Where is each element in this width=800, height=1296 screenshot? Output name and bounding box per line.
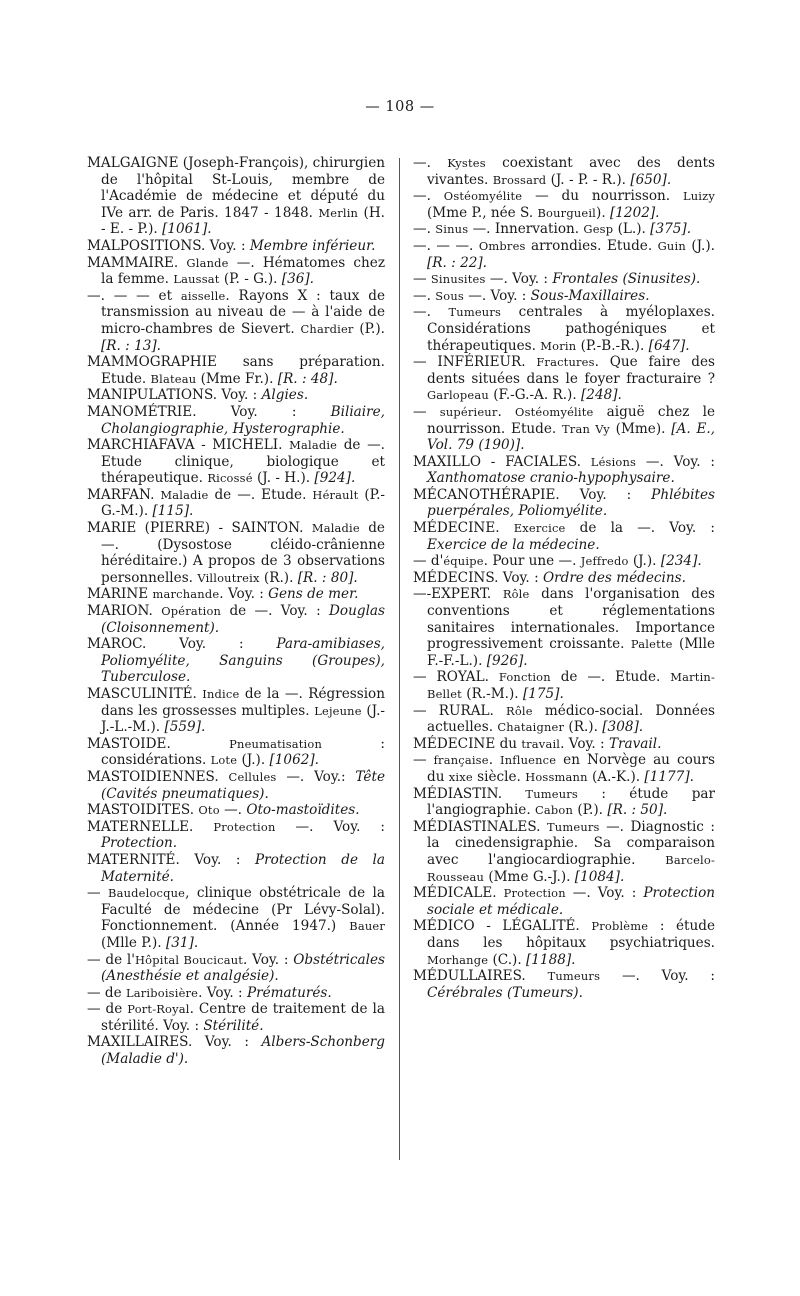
- entry-text: . Rayons X : taux de transmission au niveau de — à l'aide de micro-chambres de Sievert.: [101, 287, 385, 337]
- italic-reference: Obstétricales (Anesthésie et analgésie).: [101, 951, 385, 985]
- italic-reference: Douglas (Cloisonnement).: [101, 603, 385, 636]
- index-entry: [87, 155, 385, 238]
- index-entry: [87, 819, 385, 852]
- index-entry: [413, 736, 715, 753]
- entry-text: —: [87, 885, 109, 902]
- entry-text: —. — — et: [87, 287, 181, 304]
- italic-reference: [308].: [602, 719, 644, 736]
- entry-text: — ROYAL.: [413, 669, 499, 686]
- entry-text: MARCHIAFAVA - MICHELI.: [87, 437, 290, 454]
- small-caps-text: Fonction: [498, 670, 551, 685]
- small-caps-text: Guin: [657, 238, 686, 253]
- entry-text: . Pour une —.: [483, 553, 581, 570]
- entry-text: —. — —.: [413, 237, 479, 254]
- small-caps-text: Rôle: [506, 703, 533, 718]
- small-caps-text: Kystes: [447, 156, 486, 170]
- index-entry: [413, 288, 715, 305]
- index-entry: [413, 786, 715, 819]
- small-caps-text: Brossard: [492, 172, 547, 187]
- entry-text: MARINE: [87, 586, 153, 603]
- index-entry: [413, 752, 715, 785]
- entry-text: —. Innervation.: [468, 221, 584, 238]
- italic-reference: Exercice de la médecine.: [427, 536, 600, 553]
- entry-text: (J.).: [628, 553, 661, 570]
- entry-text: — du nourrisson.: [522, 188, 683, 205]
- index-entry: [87, 520, 385, 586]
- index-entry: [413, 354, 715, 404]
- index-entry: [413, 304, 715, 354]
- small-caps-text: Fractures: [536, 355, 595, 370]
- entry-text: (R.-M.).: [461, 686, 523, 702]
- entry-text: (J. - H.).: [252, 470, 315, 487]
- small-caps-text: Bauer: [349, 919, 385, 934]
- italic-reference: Ordre des médecins.: [542, 569, 686, 586]
- entry-text: (J.).: [237, 752, 270, 769]
- small-caps-text: Problème: [591, 919, 649, 934]
- italic-reference: Albers-Schonberg (Maladie d').: [101, 1034, 385, 1068]
- small-caps-text: Protection: [503, 886, 566, 901]
- entry-text: —.: [413, 188, 444, 205]
- entry-text: MAROC. Voy. :: [87, 636, 277, 653]
- small-caps-text: Hossmann: [525, 769, 588, 784]
- italic-reference: [115].: [152, 503, 194, 520]
- index-entry: [413, 553, 715, 570]
- small-caps-text: française: [433, 753, 489, 768]
- small-caps-text: Hérault: [312, 487, 359, 502]
- entry-text: en Norvège au cours du: [427, 752, 715, 785]
- entry-text: MÉDECINE du: [413, 735, 522, 752]
- small-caps-text: Cabon: [534, 803, 574, 818]
- index-entry: [87, 852, 385, 885]
- entry-text: (Mme P., née S.: [427, 204, 538, 221]
- entry-text: (R.).: [564, 719, 603, 736]
- index-entry: [87, 387, 385, 404]
- index-entry: [87, 487, 385, 520]
- entry-text: (J. - P. - R.).: [546, 171, 631, 188]
- entry-text: de —. Etude clinique, biologique et thérapeutique.: [101, 437, 385, 487]
- entry-text: —. Hématomes chez la femme.: [101, 254, 386, 288]
- index-entry: [87, 736, 385, 769]
- index-entry: [413, 404, 715, 454]
- entry-text: —. Diagnostic : la cinedensigraphie. Sa comparaison avec l'angiocardiographie.: [427, 818, 715, 868]
- entry-text: (F.-G.-A. R.).: [488, 387, 581, 404]
- small-caps-text: Merlin: [318, 205, 359, 220]
- italic-reference: Biliaire, Cholangiographie, Hysterographie.: [101, 403, 385, 437]
- small-caps-text: Palette: [630, 637, 673, 652]
- small-caps-text: supérieur: [439, 404, 498, 419]
- italic-reference: Tête (Cavités pneumatiques).: [101, 768, 385, 802]
- entry-text: —: [413, 752, 434, 769]
- italic-reference: [175].: [522, 686, 564, 702]
- small-caps-text: Exercice: [513, 521, 566, 536]
- italic-reference: [1188].: [525, 951, 576, 968]
- small-caps-text: Luizy: [682, 189, 715, 204]
- entry-text: —.: [413, 304, 449, 321]
- small-caps-text: Maladie: [289, 438, 338, 453]
- entry-text: —. Voy. :: [485, 271, 553, 288]
- italic-reference: Cérébrales (Tumeurs).: [427, 984, 583, 1001]
- italic-reference: Sous-Maxillaires.: [530, 287, 650, 304]
- entry-text: de —. Voy. :: [221, 603, 330, 620]
- italic-reference: [234].: [660, 553, 702, 570]
- index-entry: [87, 238, 385, 255]
- entry-text: (P.).: [353, 320, 385, 337]
- small-caps-text: Indice: [202, 687, 240, 701]
- page-number: — 108 —: [365, 99, 435, 115]
- index-entry: [87, 802, 385, 819]
- small-caps-text: Bourgueil: [537, 205, 597, 220]
- small-caps-text: Morhange: [427, 952, 489, 967]
- italic-reference: [R. : 13].: [101, 337, 162, 354]
- entry-text: —. Voy. :: [463, 287, 531, 304]
- index-entry: [413, 221, 715, 238]
- entry-text: de —. Etude.: [550, 669, 671, 686]
- small-caps-text: Port-Royal: [127, 1002, 190, 1017]
- index-entry: [87, 354, 385, 387]
- small-caps-text: Baudelocque: [108, 886, 186, 901]
- entry-text: —. Voy.:: [276, 768, 356, 785]
- entry-text: MASTOIDIENNES.: [87, 768, 229, 785]
- entry-text: ).: [596, 204, 610, 221]
- index-entry: [413, 885, 715, 918]
- italic-reference: [926].: [486, 652, 528, 669]
- index-entry: [413, 188, 715, 221]
- small-caps-text: Influence: [500, 753, 557, 768]
- entry-text: MALPOSITIONS. Voy. :: [87, 237, 250, 254]
- italic-reference: [559].: [164, 719, 206, 736]
- italic-reference: [1084].: [574, 868, 625, 885]
- entry-text: (P. - G.).: [219, 271, 282, 288]
- entry-text: arrondies. Etude.: [525, 237, 658, 254]
- entry-text: médico-social. Données actuelles.: [427, 702, 715, 736]
- entry-text: (P.).: [573, 802, 608, 819]
- entry-text: MÉDICALE.: [413, 885, 504, 902]
- italic-reference: [R. : 48].: [277, 370, 338, 387]
- entry-text: MALGAIGNE (Joseph-François), chirurgien de l'hôpital St-Louis, membre de l'Académie de médecine et député du IVe arr. de Paris. 1847 - 1848.: [87, 155, 385, 221]
- small-caps-text: Gesp: [583, 222, 614, 237]
- entry-text: MANIPULATIONS. Voy. :: [87, 387, 262, 404]
- index-entry: [87, 288, 385, 354]
- entry-text: .: [497, 403, 516, 420]
- small-caps-text: équipe: [443, 554, 484, 569]
- small-caps-text: Lote: [210, 753, 238, 768]
- entry-text: MATERNELLE.: [87, 818, 214, 835]
- small-caps-text: Lésions: [590, 454, 637, 469]
- entry-text: (H. - E. - P.).: [101, 204, 385, 238]
- small-caps-text: Ostéomyélite: [515, 404, 594, 419]
- index-entry: [87, 1001, 385, 1034]
- italic-reference: [1177].: [644, 768, 694, 785]
- italic-reference: Protection de la Maternité.: [101, 851, 385, 885]
- italic-reference: [1202].: [609, 204, 660, 221]
- entry-text: MÉDULLAIRES.: [413, 968, 548, 985]
- italic-reference: Membre inférieur.: [249, 237, 376, 254]
- entry-text: (P.-G.-M.).: [101, 486, 385, 520]
- index-entry: [87, 769, 385, 802]
- small-caps-text: Glande: [186, 255, 229, 270]
- index-entry: [413, 570, 715, 587]
- entry-text: MAMMAIRE.: [87, 254, 187, 271]
- small-caps-text: Martin-Bellet: [427, 670, 716, 701]
- entry-text: MÉDICO - LÉGALITÉ.: [413, 918, 592, 935]
- index-entry: [413, 520, 715, 553]
- italic-reference: [31].: [165, 934, 199, 951]
- entry-text: .: [488, 752, 501, 769]
- small-caps-text: Opération: [161, 604, 222, 619]
- entry-text: (Mme G.-J.).: [484, 868, 575, 885]
- italic-reference: [1061].: [162, 221, 212, 238]
- small-caps-text: Jeffredo: [580, 554, 629, 569]
- small-caps-text: Tumeurs: [525, 786, 578, 801]
- small-caps-text: Maladie: [311, 521, 360, 536]
- italic-reference: Para-amibiases, Poliomyélite, Sanguins (Groupes), Tuberculose.: [101, 636, 385, 686]
- entry-text: MARION.: [87, 603, 162, 620]
- entry-text: —: [413, 271, 431, 288]
- small-caps-text: Sous: [435, 288, 464, 303]
- small-caps-text: Protection: [213, 819, 276, 834]
- italic-reference: [924].: [314, 470, 356, 487]
- entry-text: MÉDECINS. Voy. :: [413, 569, 543, 586]
- small-caps-text: Laussat: [173, 272, 220, 287]
- entry-text: —. Voy. :: [275, 818, 386, 835]
- italic-reference: [R. : 22].: [427, 254, 488, 271]
- index-entry: [413, 487, 715, 520]
- entry-text: . Voy. :: [219, 586, 269, 603]
- entry-text: —.: [413, 221, 436, 238]
- index-entry: [87, 586, 385, 603]
- entry-text: . Voy. :: [198, 984, 247, 1001]
- index-entry: [87, 255, 385, 288]
- small-caps-text: Blateau: [150, 371, 197, 386]
- entry-text: : considérations.: [101, 735, 385, 769]
- small-caps-text: Lariboisière: [125, 985, 199, 1000]
- entry-text: (Mme).: [609, 420, 672, 437]
- entry-text: —. Voy. :: [600, 968, 715, 985]
- entry-text: de la —. Régression dans les grossesses multiples.: [101, 686, 385, 719]
- italic-reference: Phlébites puerpérales, Poliomyélite.: [427, 486, 715, 520]
- entry-text: —. Voy. :: [565, 885, 644, 902]
- entry-text: (J.).: [685, 237, 716, 254]
- entry-text: centrales à myéloplaxes. Considérations pathogéniques et thérapeutiques.: [427, 304, 715, 354]
- small-caps-text: Tumeurs: [448, 305, 502, 320]
- italic-reference: Protection sociale et médicale.: [427, 885, 716, 918]
- entry-text: (Mlle P.).: [101, 934, 166, 951]
- entry-text: (Mme Fr.).: [196, 370, 278, 387]
- entry-text: — de: [87, 984, 126, 1001]
- italic-reference: [A. E., Vol. 79 (190)].: [427, 420, 716, 454]
- small-caps-text: Hôpital Boucicaut: [135, 952, 244, 967]
- entry-text: (Mlle F.-F.-L.).: [427, 636, 715, 669]
- index-entry: [413, 586, 715, 669]
- index-entry: [413, 238, 715, 271]
- entry-text: de —. Etude.: [208, 486, 313, 503]
- small-caps-text: Oto: [198, 803, 220, 818]
- index-entry: [87, 686, 385, 736]
- entry-text: MÉDIASTIN.: [413, 785, 526, 802]
- small-caps-text: Sinus: [435, 222, 469, 237]
- entry-text: dans l'organisation des conventions et réglementations sanitaires internationales. Importance progressivement croissante.: [427, 586, 715, 653]
- italic-reference: Travail.: [608, 735, 662, 752]
- italic-reference: [375].: [650, 221, 692, 238]
- entry-text: — de: [87, 1001, 128, 1018]
- entry-text: : étude dans les hôpitaux psychiatriques.: [427, 918, 715, 951]
- column-divider: [399, 158, 400, 1160]
- index-entry: [87, 985, 385, 1002]
- small-caps-text: xixe: [448, 769, 473, 784]
- entry-text: MÉDIASTINALES.: [413, 818, 547, 835]
- index-column-left: [87, 155, 385, 1068]
- entry-text: (R.).: [259, 569, 298, 586]
- entry-text: —.: [219, 802, 247, 819]
- entry-text: — de l': [87, 951, 135, 968]
- entry-text: MARFAN.: [87, 486, 161, 503]
- entry-text: . Voy. :: [560, 735, 609, 752]
- small-caps-text: Barcelo-Rousseau: [427, 852, 715, 884]
- entry-text: MAXILLAIRES. Voy. :: [87, 1034, 262, 1051]
- italic-reference: [R. : 80].: [297, 569, 358, 586]
- italic-reference: Algies.: [261, 387, 309, 404]
- entry-text: MAMMOGRAPHIE sans préparation. Etude.: [87, 354, 385, 387]
- small-caps-text: Ostéomyélite: [443, 189, 523, 204]
- italic-reference: Gens de mer.: [268, 586, 359, 603]
- small-caps-text: Ombres: [478, 238, 526, 253]
- entry-text: MARIE (PIERRE) - SAINTON.: [87, 520, 312, 537]
- entry-text: — RURAL.: [413, 702, 507, 719]
- small-caps-text: Chardier: [300, 321, 354, 336]
- index-entry: [413, 155, 715, 188]
- small-caps-text: Lejeune: [314, 703, 362, 718]
- small-caps-text: Tran Vy: [562, 421, 610, 436]
- small-caps-text: Garlopeau: [427, 388, 489, 403]
- italic-reference: Prématurés.: [246, 984, 332, 1001]
- small-caps-text: Rôle: [502, 587, 530, 602]
- entry-text: —. Voy. :: [636, 453, 715, 470]
- italic-reference: [650].: [630, 171, 672, 188]
- entry-text: —.: [413, 287, 436, 304]
- italic-reference: Frontales (Sinusites).: [552, 271, 701, 288]
- entry-text: (C.).: [488, 951, 526, 968]
- entry-text: — INFÉRIEUR.: [413, 354, 537, 371]
- index-entry: [413, 669, 715, 702]
- italic-reference: Protection.: [101, 835, 178, 852]
- entry-text: —.: [413, 155, 448, 171]
- small-caps-text: Pneumatisation: [229, 736, 323, 751]
- index-entry: [413, 271, 715, 288]
- entry-text: de la —. Voy. :: [565, 520, 715, 537]
- small-caps-text: Villoutreix: [197, 570, 260, 585]
- small-caps-text: Chataigner: [497, 720, 565, 735]
- entry-text: MAXILLO - FACIALES.: [413, 453, 591, 470]
- italic-reference: Stérilité.: [203, 1017, 264, 1034]
- entry-text: : étude par l'angiographie.: [427, 785, 715, 819]
- italic-reference: [36].: [281, 271, 314, 288]
- index-entry: [413, 819, 715, 885]
- entry-text: (L.).: [613, 221, 651, 238]
- small-caps-text: Morin: [540, 338, 577, 353]
- small-caps-text: travail: [521, 736, 561, 751]
- italic-reference: Xanthomatose cranio-hypophysaire.: [427, 470, 675, 487]
- entry-text: (J.-J.-L.-M.).: [101, 702, 385, 736]
- entry-text: aiguë chez le nourrisson. Etude.: [427, 403, 715, 437]
- index-entry: [413, 454, 715, 487]
- italic-reference: [R. : 50].: [607, 802, 668, 819]
- index-entry: [87, 1034, 385, 1067]
- small-caps-text: aisselle: [180, 288, 226, 303]
- entry-text: MÉCANOTHÉRAPIE. Voy. :: [413, 486, 652, 503]
- entry-text: MASTOIDITES.: [87, 802, 199, 819]
- entry-text: —-EXPERT.: [413, 586, 503, 603]
- entry-text: — d': [413, 553, 444, 570]
- index-entry: [413, 918, 715, 968]
- small-caps-text: Sinusites: [430, 272, 486, 287]
- index-entry: [87, 636, 385, 686]
- italic-reference: [647].: [648, 337, 690, 354]
- entry-text: MÉDECINE.: [413, 520, 514, 537]
- italic-reference: [248].: [581, 387, 622, 404]
- index-entry: [87, 885, 385, 951]
- italic-reference: [1062].: [269, 752, 319, 769]
- entry-text: . Voy. :: [243, 951, 294, 968]
- index-entry: [87, 437, 385, 487]
- entry-text: siècle.: [472, 768, 526, 785]
- index-entry: [87, 603, 385, 636]
- index-entry: [87, 952, 385, 985]
- entry-text: de —. (Dysostose cléido-crânienne héréditaire.) A propos de 3 observations personnelles.: [101, 520, 385, 586]
- small-caps-text: Maladie: [160, 487, 209, 502]
- index-entry: [87, 404, 385, 437]
- entry-text: , clinique obstétricale de la Faculté de médecine (Pr Lévy-Solal). Fonctionnement. (Année 1947.): [101, 885, 385, 935]
- small-caps-text: Ricossé: [207, 471, 253, 486]
- small-caps-text: Tumeurs: [547, 819, 600, 834]
- entry-text: MATERNITÉ. Voy. :: [87, 851, 255, 868]
- small-caps-text: marchande: [152, 587, 220, 602]
- italic-reference: Oto-mastoïdites.: [246, 802, 360, 819]
- small-caps-text: Cellules: [228, 769, 277, 784]
- entry-text: (A.-K.).: [587, 768, 645, 785]
- index-entry: [413, 968, 715, 1001]
- index-entry: [413, 703, 715, 736]
- entry-text: MANOMÉTRIE. Voy. :: [87, 403, 331, 420]
- index-column-right: [413, 155, 715, 1001]
- entry-text: . Que faire des dents situées dans le foyer fracturaire ?: [427, 354, 715, 387]
- small-caps-text: Tumeurs: [547, 969, 601, 984]
- entry-text: MASCULINITÉ.: [87, 686, 203, 702]
- entry-text: . Centre de traitement de la stérilité. Voy. :: [101, 1001, 385, 1034]
- entry-text: MASTOIDE.: [87, 735, 230, 752]
- entry-text: coexistant avec des dents vivantes.: [427, 155, 715, 188]
- entry-text: (P.-B.-R.).: [576, 337, 649, 354]
- entry-text: —: [413, 403, 440, 420]
